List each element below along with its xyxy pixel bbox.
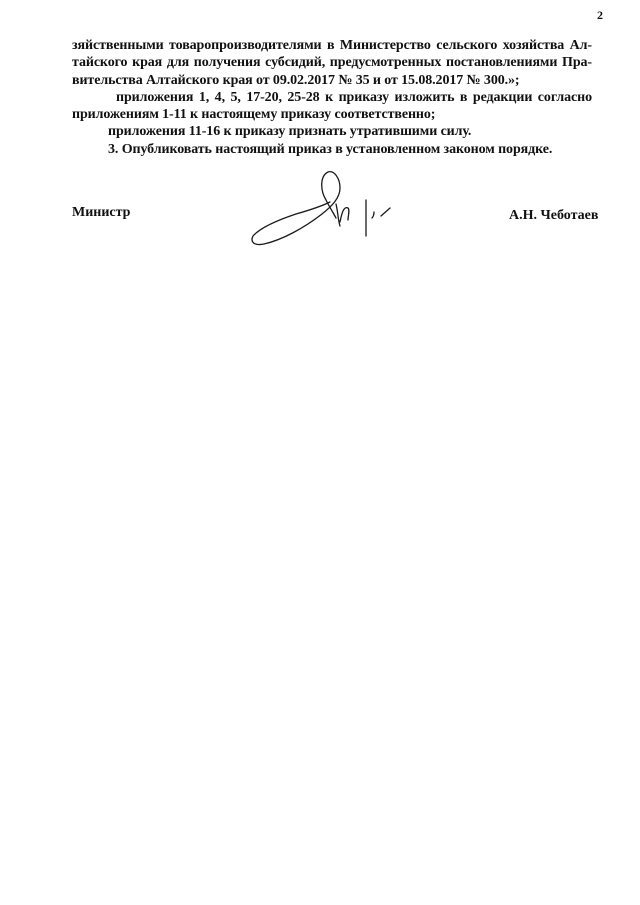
paragraph-line: зяйственными товаропроизводителями в Министерство сельского хозяйства Ал- (72, 38, 592, 53)
paragraph-line: 3. Опубликовать настоящий приказ в установленном законом порядке. (108, 141, 553, 157)
paragraph-line: приложения 1, 4, 5, 17-20, 25-28 к приказу изложить в редакции согласно (116, 89, 592, 105)
handwritten-signature (248, 162, 408, 262)
paragraph-line: тайского края для получения субсидий, предусмотренных постановлениями Пра- (72, 55, 592, 71)
paragraph-line: приложениям 1-11 к настоящему приказу соответственно; (72, 107, 436, 123)
page-number: 2 (597, 8, 603, 22)
paragraph-line: вительства Алтайского края от 09.02.2017 № 35 и от 15.08.2017 № 300.»; (72, 72, 520, 88)
signer-name: А.Н. Чеботаев (509, 208, 599, 223)
document-body (72, 37, 592, 158)
paragraph-line: приложения 11-16 к приказу признать утратившими силу. (108, 124, 472, 140)
signer-title: Министр (72, 205, 131, 220)
